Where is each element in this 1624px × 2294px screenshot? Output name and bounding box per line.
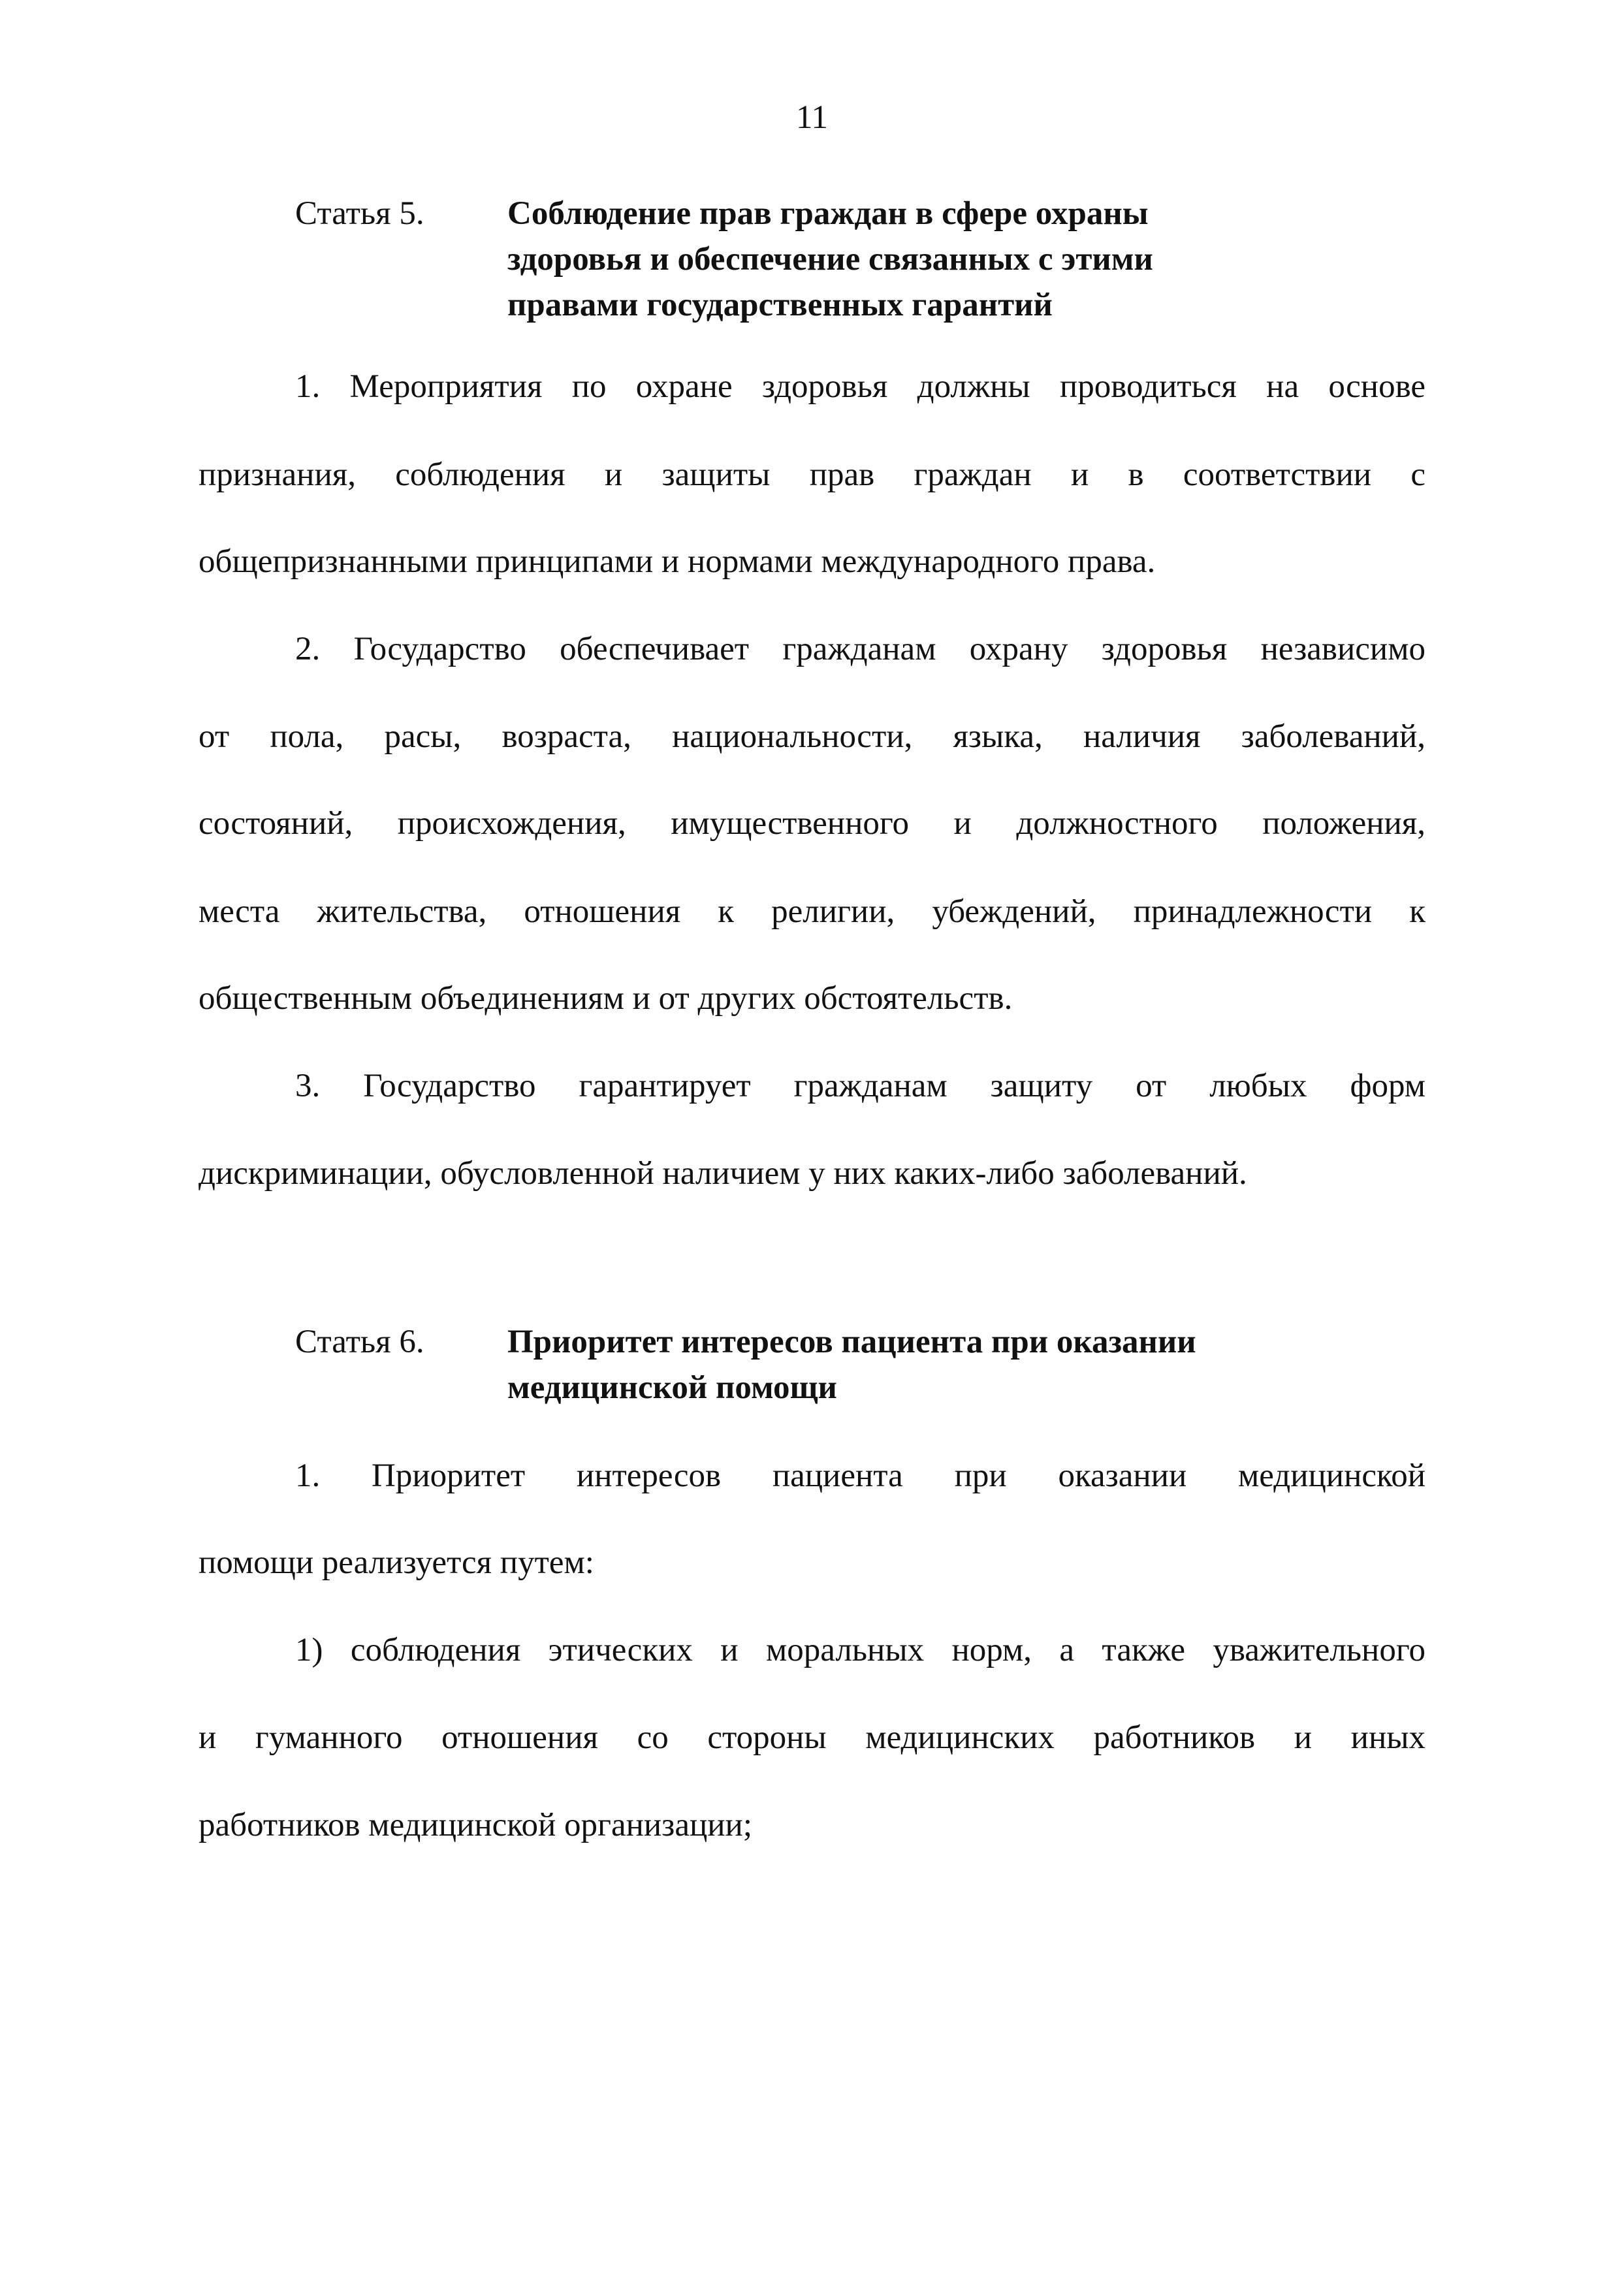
paragraph-line: места жительства, отношения к религии, убеждений, принадлежности к xyxy=(199,893,1425,930)
paragraph-line: 3. Государство гарантирует гражданам защиту от любых форм xyxy=(295,1068,1425,1104)
paragraph-line: дискриминации, обусловленной наличием у них каких-либо заболеваний. xyxy=(199,1155,1247,1192)
paragraph-line: 1. Мероприятия по охране здоровья должны проводиться на основе xyxy=(295,368,1425,405)
article-title xyxy=(507,191,1382,328)
article-title-line: правами государственных гарантий xyxy=(507,287,1053,323)
paragraph-line: 1) соблюдения этических и моральных норм, а также уважительного xyxy=(295,1632,1425,1668)
article-title-line: Соблюдение прав граждан в сфере охраны xyxy=(507,195,1149,232)
paragraph-line: общественным объединениям и от других обстоятельств. xyxy=(199,980,1013,1017)
page-number: 11 xyxy=(795,99,829,136)
paragraph-line: общепризнанными принципами и нормами международного права. xyxy=(199,543,1156,580)
paragraph-line: и гуманного отношения со стороны медицинских работников и иных xyxy=(199,1719,1425,1756)
paragraph-line: от пола, расы, возраста, национальности, языка, наличия заболеваний, xyxy=(199,718,1425,755)
paragraph-line: помощи реализуется путем: xyxy=(199,1544,594,1581)
paragraph-line: состояний, происхождения, имущественного и должностного положения, xyxy=(199,805,1425,842)
article-label: Статья 6. xyxy=(295,1324,424,1360)
article-title-line: медицинской помощи xyxy=(507,1369,837,1406)
article-title xyxy=(507,1319,1382,1410)
paragraph-line: работников медицинской организации; xyxy=(199,1807,752,1843)
paragraph-line: 1. Приоритет интересов пациента при оказании медицинской xyxy=(295,1458,1425,1494)
paragraph-line: 2. Государство обеспечивает гражданам охрану здоровья независимо xyxy=(295,631,1425,667)
paragraph-line: признания, соблюдения и защиты прав граждан и в соответствии с xyxy=(199,456,1425,493)
article-label: Статья 5. xyxy=(295,195,424,232)
article-title-line: Приоритет интересов пациента при оказании xyxy=(507,1324,1196,1360)
article-title-line: здоровья и обеспечение связанных с этими xyxy=(507,241,1153,278)
